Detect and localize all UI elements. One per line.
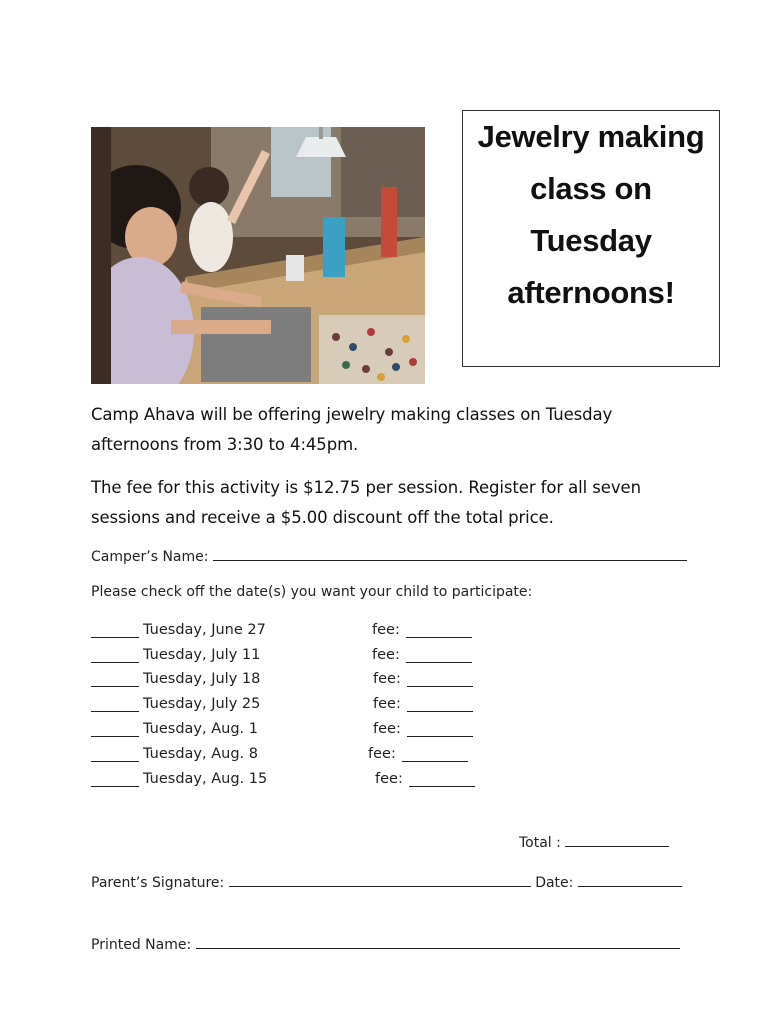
date-input-line[interactable] xyxy=(578,872,682,887)
camper-name-label: Camper’s Name: xyxy=(91,549,209,565)
parent-signature-input-line[interactable] xyxy=(229,872,531,887)
jewelry-class-photo xyxy=(91,127,425,384)
session-date: Tuesday, July 18 xyxy=(143,671,261,687)
intro-paragraph xyxy=(91,400,691,460)
title-box xyxy=(462,110,720,367)
fee-line-2: sessions and receive a $5.00 discount off the total price. xyxy=(91,508,554,527)
printed-name-label: Printed Name: xyxy=(91,937,192,953)
session-row xyxy=(91,622,491,646)
fee-label: fee: xyxy=(372,647,400,663)
title-line-2: class on xyxy=(530,171,652,206)
camper-name-input-line[interactable] xyxy=(213,546,687,561)
total-label: Total : xyxy=(519,835,561,851)
fee-input-line[interactable] xyxy=(407,711,473,712)
session-row xyxy=(91,696,491,720)
intro-line-2: afternoons from 3:30 to 4:45pm. xyxy=(91,435,359,454)
check-instruction: Please check off the date(s) you want your child to participate: xyxy=(91,584,533,600)
fee-input-line[interactable] xyxy=(402,761,468,762)
session-date: Tuesday, Aug. 8 xyxy=(143,746,258,762)
fee-label: fee: xyxy=(368,746,396,762)
fee-input-line[interactable] xyxy=(409,786,475,787)
session-check-line[interactable] xyxy=(91,711,139,712)
printed-name-input-line[interactable] xyxy=(196,934,680,949)
total-field xyxy=(519,832,689,852)
fee-input-line[interactable] xyxy=(406,662,472,663)
session-check-line[interactable] xyxy=(91,662,139,663)
session-row xyxy=(91,746,491,770)
session-check-line[interactable] xyxy=(91,761,139,762)
title-line-4: afternoons! xyxy=(507,275,675,310)
session-row xyxy=(91,771,491,795)
parent-signature-field xyxy=(91,872,691,892)
fee-label: fee: xyxy=(372,622,400,638)
session-date: Tuesday, Aug. 1 xyxy=(143,721,258,737)
fee-label: fee: xyxy=(373,721,401,737)
fee-label: fee: xyxy=(373,671,401,687)
session-check-line[interactable] xyxy=(91,686,139,687)
title-line-3: Tuesday xyxy=(530,223,652,258)
fee-input-line[interactable] xyxy=(406,637,472,638)
total-input-line[interactable] xyxy=(565,832,669,847)
fee-input-line[interactable] xyxy=(407,686,473,687)
session-row xyxy=(91,671,491,695)
session-date: Tuesday, July 11 xyxy=(143,647,261,663)
fee-paragraph xyxy=(91,473,731,533)
fee-label: fee: xyxy=(375,771,403,787)
title-line-1: Jewelry making xyxy=(477,119,705,154)
session-date: Tuesday, June 27 xyxy=(143,622,266,638)
parent-signature-label: Parent’s Signature: xyxy=(91,875,225,891)
session-row xyxy=(91,721,491,745)
fee-label: fee: xyxy=(373,696,401,712)
date-label: Date: xyxy=(535,875,574,891)
session-check-line[interactable] xyxy=(91,786,139,787)
session-check-line[interactable] xyxy=(91,736,139,737)
session-date: Tuesday, July 25 xyxy=(143,696,261,712)
session-row xyxy=(91,647,491,671)
session-date: Tuesday, Aug. 15 xyxy=(143,771,268,787)
intro-line-1: Camp Ahava will be offering jewelry making classes on Tuesday xyxy=(91,405,613,424)
camper-name-field xyxy=(91,546,691,566)
session-check-line[interactable] xyxy=(91,637,139,638)
fee-input-line[interactable] xyxy=(407,736,473,737)
fee-line-1: The fee for this activity is $12.75 per session. Register for all seven xyxy=(91,478,641,497)
printed-name-field xyxy=(91,934,691,954)
